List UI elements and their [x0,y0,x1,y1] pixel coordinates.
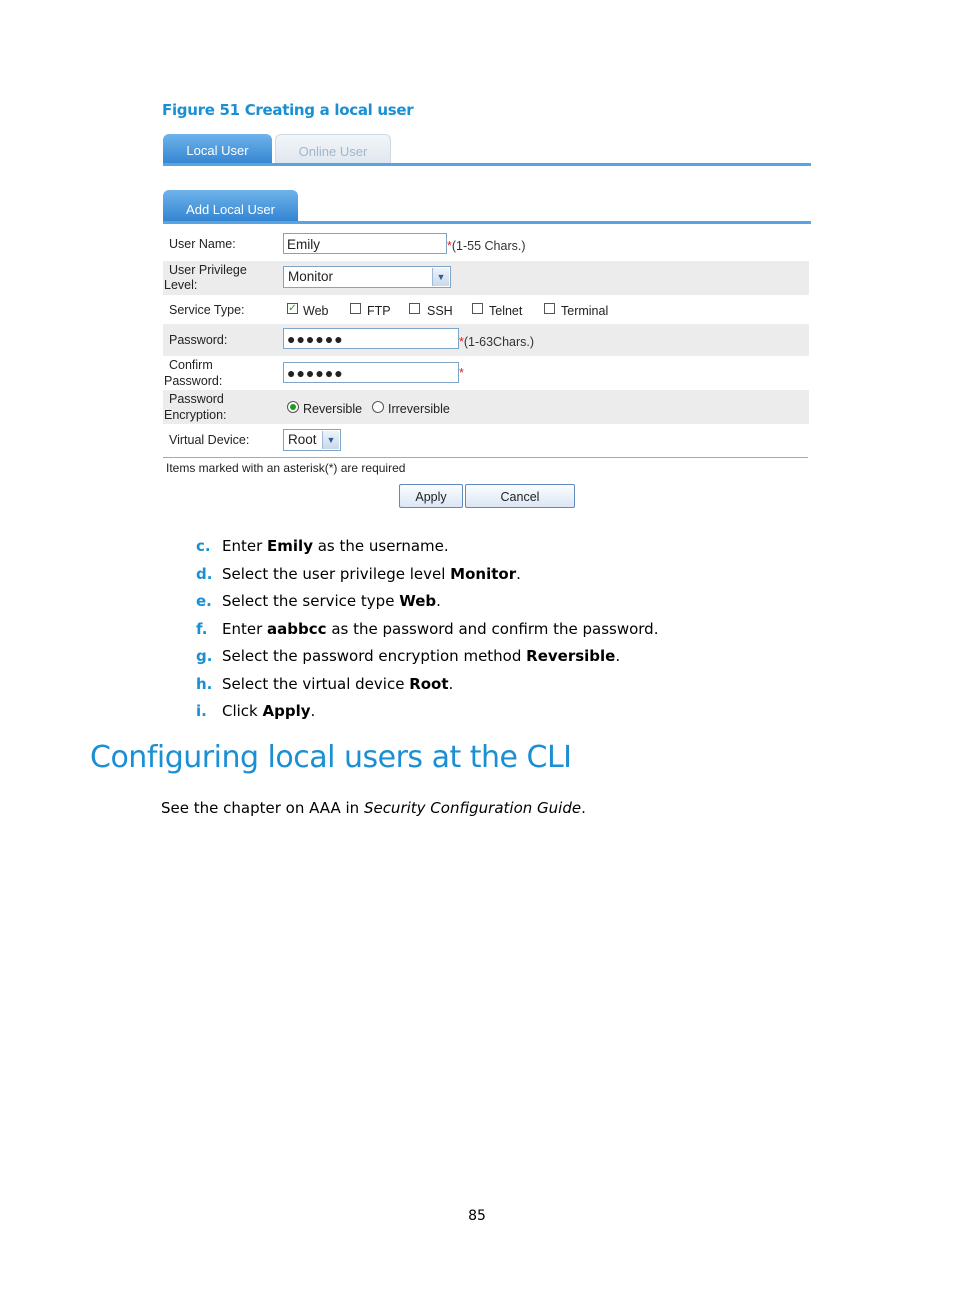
step-letter: h. [196,674,213,693]
step-letter: c. [196,537,211,555]
option-irreversible-label: Irreversible [388,402,450,416]
step-letter: e. [196,592,212,610]
subtab-divider [163,221,811,224]
encryption-label-line1: Password [169,392,224,406]
username-label: User Name: [169,237,236,251]
username-hint [447,239,526,253]
step-letter: f. [196,619,208,638]
checkbox-terminal[interactable] [544,303,555,314]
option-reversible-label: Reversible [303,402,363,416]
option-ftp-label: FTP [367,304,391,318]
step-text: Select the service type Web. [222,592,441,610]
tab-divider [163,163,811,166]
step-text: Click Apply. [222,702,316,720]
page-number: 85 [468,1208,486,1224]
row-username [163,230,809,261]
checkbox-ssh[interactable] [409,303,420,314]
confirm-label-line1: Confirm [169,358,213,372]
privilege-label-line1: User Privilege [169,263,247,277]
step-letter: g. [196,647,213,665]
tab-add-local-user[interactable]: Add Local User [163,190,298,223]
checkbox-telnet[interactable] [472,303,483,314]
confirm-password-input[interactable]: ●●●●●● [283,362,459,383]
password-hint-text: (1-63Chars.) [463,335,535,349]
figure-caption: Figure 51 Creating a local user [162,101,414,119]
row-service-type [163,295,809,324]
row-encryption [163,390,809,424]
step-text: Select the password encryption method Reversible. [222,647,621,665]
option-terminal-label: Terminal [561,304,609,318]
password-label: Password: [169,333,228,347]
body-paragraph: See the chapter on AAA in Security Configuration Guide. [161,799,586,817]
privilege-select[interactable] [283,266,451,288]
confirm-label-line2: Password: [164,374,223,388]
step-text: Select the user privilege level Monitor. [222,564,521,583]
radio-reversible[interactable] [287,401,299,413]
privilege-label-line2: Level: [164,278,198,292]
step-letter: d. [196,564,213,583]
apply-button[interactable]: Apply [399,484,463,508]
radio-irreversible[interactable] [372,401,384,413]
row-password [163,324,809,356]
row-virtual-device [163,424,809,456]
option-web-label: Web [303,304,329,318]
encryption-label-line2: Encryption: [164,408,227,422]
virtual-device-select[interactable] [283,429,341,451]
virtual-device-label: Virtual Device: [169,433,250,447]
step-letter: i. [196,702,207,720]
username-input[interactable]: Emily [283,233,447,254]
required-star: * [459,366,464,380]
section-title: Configuring local users at the CLI [90,740,572,775]
required-note: Items marked with an asterisk(*) are required [166,461,406,475]
required-star: * [459,335,464,349]
username-hint-text: (1-55 Chars.) [451,239,526,253]
chevron-down-icon[interactable]: ▼ [322,431,339,449]
step-text: Enter Emily as the username. [222,537,449,555]
step-text: Select the virtual device Root. [222,674,454,693]
step-text: Enter aabbcc as the password and confirm the password. [222,619,659,638]
option-telnet-label: Telnet [489,304,523,318]
password-hint [459,335,534,349]
checkbox-web[interactable]: ✓ [288,303,297,314]
checkbox-ftp[interactable] [350,303,361,314]
row-confirm-password [163,356,809,390]
password-input[interactable]: ●●●●●● [283,328,459,349]
required-star: * [447,239,452,253]
option-ssh-label: SSH [427,304,453,318]
confirm-hint [459,366,464,380]
row-privilege [163,261,809,295]
privilege-value: Monitor [288,269,334,284]
cancel-button[interactable]: Cancel [465,484,575,508]
tab-local-user[interactable]: Local User [163,134,272,166]
service-type-label: Service Type: [169,303,245,317]
form-divider [163,457,808,458]
tab-online-user[interactable]: Online User [275,134,391,165]
virtual-device-value: Root [288,432,317,447]
chevron-down-icon[interactable]: ▼ [432,268,449,286]
